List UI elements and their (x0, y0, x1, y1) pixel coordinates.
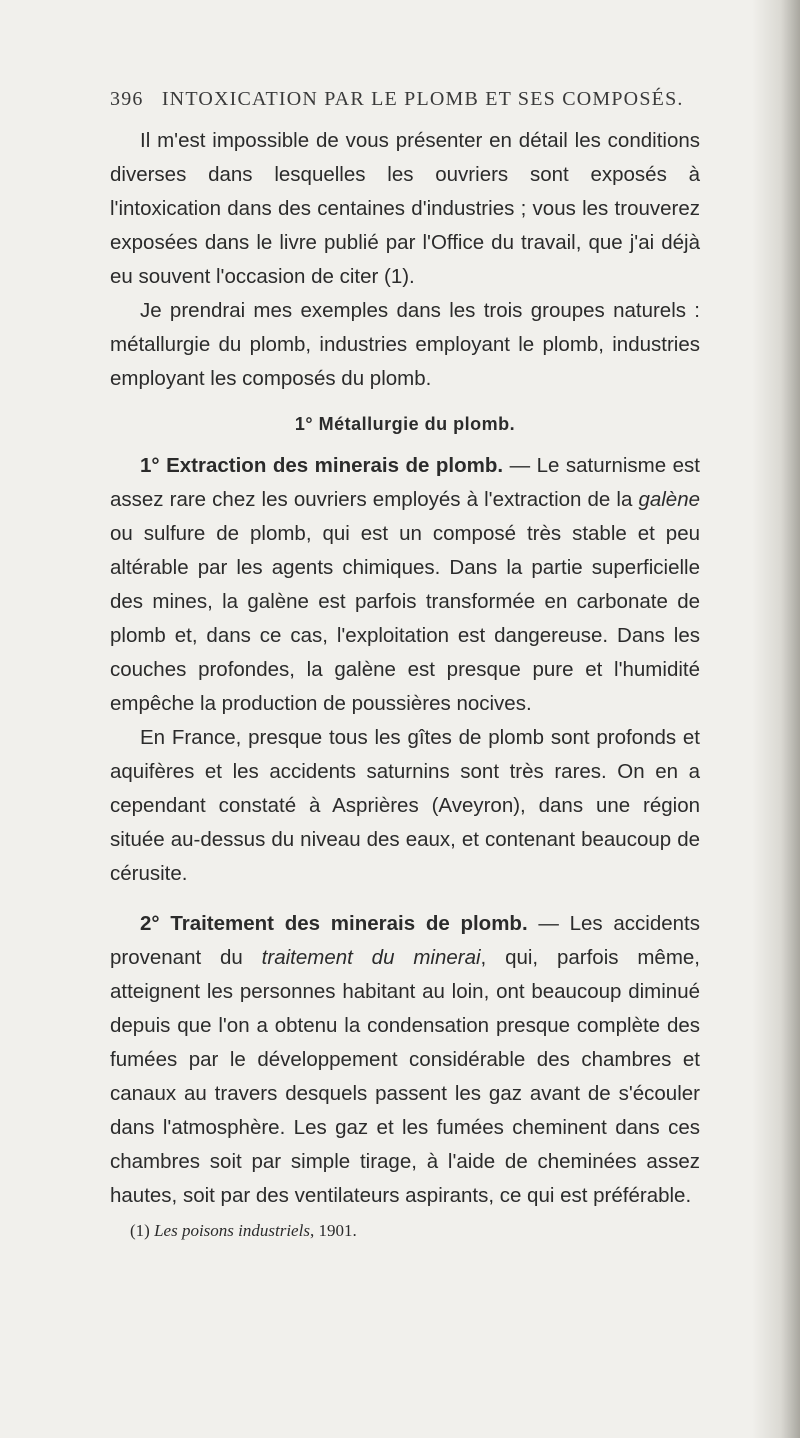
subheading-traitement: 2° Traitement des minerais de plomb. (140, 912, 528, 935)
extraction-galene: galène (638, 488, 700, 511)
paragraph-traitement (110, 907, 700, 1213)
paragraph-extraction (110, 449, 700, 721)
footnote-year: , 1901. (309, 1221, 357, 1240)
paragraph-intro: Il m'est impossible de vous présenter en détail les conditions diverses dans lesquelles les ouvriers sont exposés à l'intoxication dans des centaines d'industries ; vous les trouverez exposées dans le livre publié par l'Office du travail, que j'ai déjà eu souvent l'occasion de citer (1). (110, 129, 700, 288)
page-edge-shadow (752, 0, 800, 1438)
paragraph-groups: Je prendrai mes exemples dans les trois groupes naturels : métallurgie du plomb, industries employant le plomb, industries employant les composés du plomb. (110, 299, 700, 390)
footnote (110, 1221, 700, 1241)
section-title: 1° Métallurgie du plomb. (294, 414, 516, 434)
traitement-text-b: , qui, parfois même, atteignent les personnes habitant au loin, ont beaucoup diminué depuis que l'on a obtenu la condensation presque complète des fumées par le développement considérable des chambres et canaux au travers desquels passent les gaz avant de s'écouler dans l'atmosphère. Les gaz et les fumées cheminent dans ces chambres soit par simple tirage, à l'aide de cheminées assez hautes, soit par des ventilateurs aspirants, ce qui est préférable. (110, 946, 700, 1207)
subheading-extraction: 1° Extraction des minerais de plomb. (140, 454, 504, 477)
extraction-text-a: — Le saturnisme est assez rare chez les ouvriers employés à l'extraction de la (110, 454, 700, 511)
running-header (110, 88, 700, 118)
traitement-emph: traitement du minerai (261, 946, 481, 969)
book-page (110, 88, 700, 1241)
running-title: INTOXICATION PAR LE PLOMB ET SES COMPOSÉS. (161, 88, 684, 110)
extraction-text-b: ou sulfure de plomb, qui est un composé très stable et peu altérable par les agents chimiques. Dans la partie superficielle des mines, la galène est parfois transformée en carbonate de plomb et, dans ce cas, l'exploitation est dangereuse. Dans les couches profondes, la galène est presque pure et l'humidité empêche la production de poussières nocives. (110, 522, 700, 715)
footnote-title: Les poisons industriels (154, 1221, 310, 1240)
footnote-marker: (1) (130, 1221, 150, 1240)
page-number: 396 (110, 88, 144, 110)
traitement-text-a: — Les accidents provenant du (110, 912, 700, 969)
paragraph-france: En France, presque tous les gîtes de plomb sont profonds et aquifères et les accidents saturnins sont très rares. On en a cependant constaté à Asprières (Aveyron), dans une région située au-dessus du niveau des eaux, et contenant beaucoup de cérusite. (110, 726, 700, 885)
